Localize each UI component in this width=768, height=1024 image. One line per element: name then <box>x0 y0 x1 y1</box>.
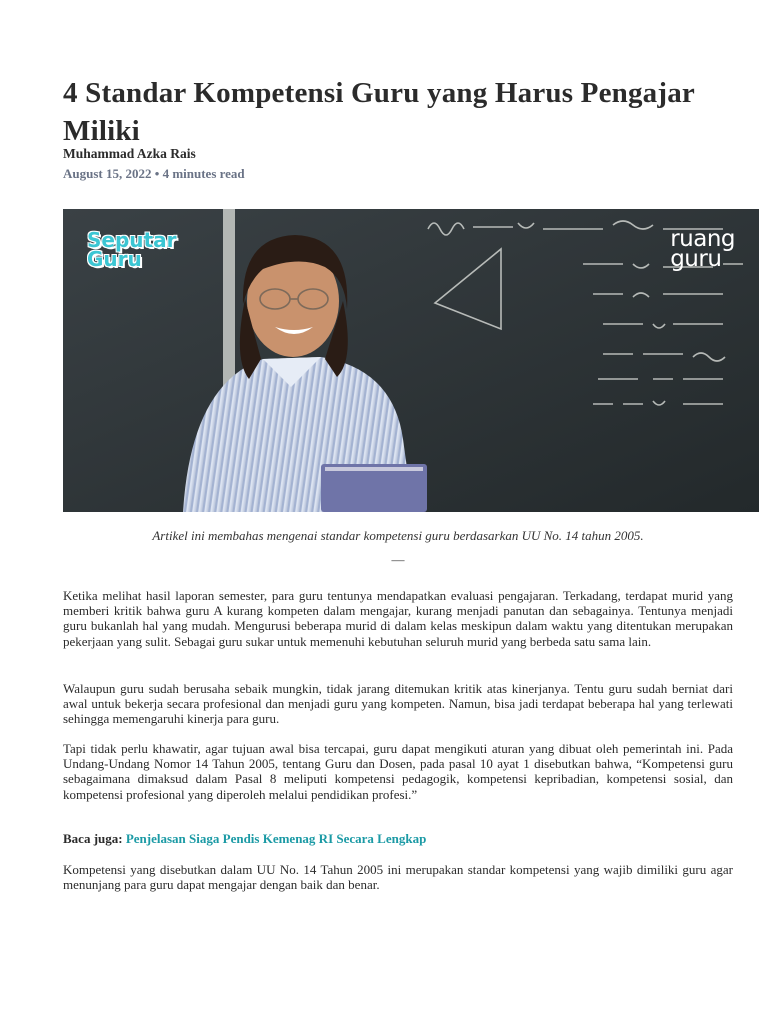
meta-separator: • <box>154 166 160 181</box>
baca-juga-link[interactable]: Penjelasan Siaga Pendis Kemenag RI Secara Lengkap <box>125 831 427 846</box>
article-meta <box>63 166 245 182</box>
author-name[interactable]: Muhammad Azka Rais <box>63 146 196 161</box>
publish-date: August 15, 2022 <box>63 166 152 181</box>
image-caption: Artikel ini membahas mengenai standar kompetensi guru berdasarkan UU No. 14 tahun 2005. <box>152 528 644 543</box>
paragraph-1: Ketika melihat hasil laporan semester, para guru tentunya mendapatkan evaluasi pengajaran. Terkadang, terdapat murid yang memberi kritik bahwa guru A kurang kompeten dalam mengajar, kurang menjadi panutan dan sebagainya. Tentunya menjadi guru bukanlah hal yang mudah. Mengurusi beberapa murid di dalam kelas meskipun dalam waktu yang ditentukan merupakan pekerjaan yang sulit. Sebagai guru sukar untuk memenuhi kebutuhan seluruh murid yang berbeda satu sama lain. <box>63 588 733 649</box>
baca-juga-label: Baca juga: <box>63 831 123 846</box>
hero-image <box>63 209 759 512</box>
logo-right-line1: ruang <box>670 226 735 252</box>
logo-right-line2: guru <box>670 246 722 272</box>
logo-left-line1: Seputar <box>87 228 177 252</box>
paragraph-3: Tapi tidak perlu khawatir, agar tujuan awal bisa tercapai, guru dapat mengikuti aturan yang dibuat oleh pemerintah ini. Pada Undang-Undang Nomor 14 Tahun 2005, tentang Guru dan Dosen, pada pasal 10 ayat 1 disebutkan bahwa, “Kompetensi guru sebagaimana dimaksud dalam Pasal 8 meliputi kompetensi pedagogik, kompetensi kepribadian, kompetensi sosial, dan kompetensi profesional yang diperoleh melalui pendidikan profesi.” <box>63 741 733 802</box>
paragraph-2: Walaupun guru sudah berusaha sebaik mungkin, tidak jarang ditemukan kritik atas kinerjanya. Tentu guru sudah berniat dari awal untuk bekerja secara profesional dan menjadi guru yang kompeten. Namun, bisa jadi terdapat beberapa hal yang terlewati sehingga memengaruhi kinerja para guru. <box>63 681 733 727</box>
ruangguru-logo <box>670 226 735 272</box>
read-time: 4 minutes read <box>162 166 245 181</box>
paragraph-4: Kompetensi yang disebutkan dalam UU No. 14 Tahun 2005 ini merupakan standar kompetensi yang wajib dimiliki guru agar menunjang para guru dapat mengajar dengan baik dan benar. <box>63 862 733 893</box>
seputar-guru-logo <box>87 228 177 271</box>
logo-left-line2: Guru <box>87 247 142 271</box>
baca-juga <box>63 831 426 847</box>
article-title: 4 Standar Kompetensi Guru yang Harus Pengajar Miliki <box>63 77 695 147</box>
section-separator: — <box>391 552 405 567</box>
